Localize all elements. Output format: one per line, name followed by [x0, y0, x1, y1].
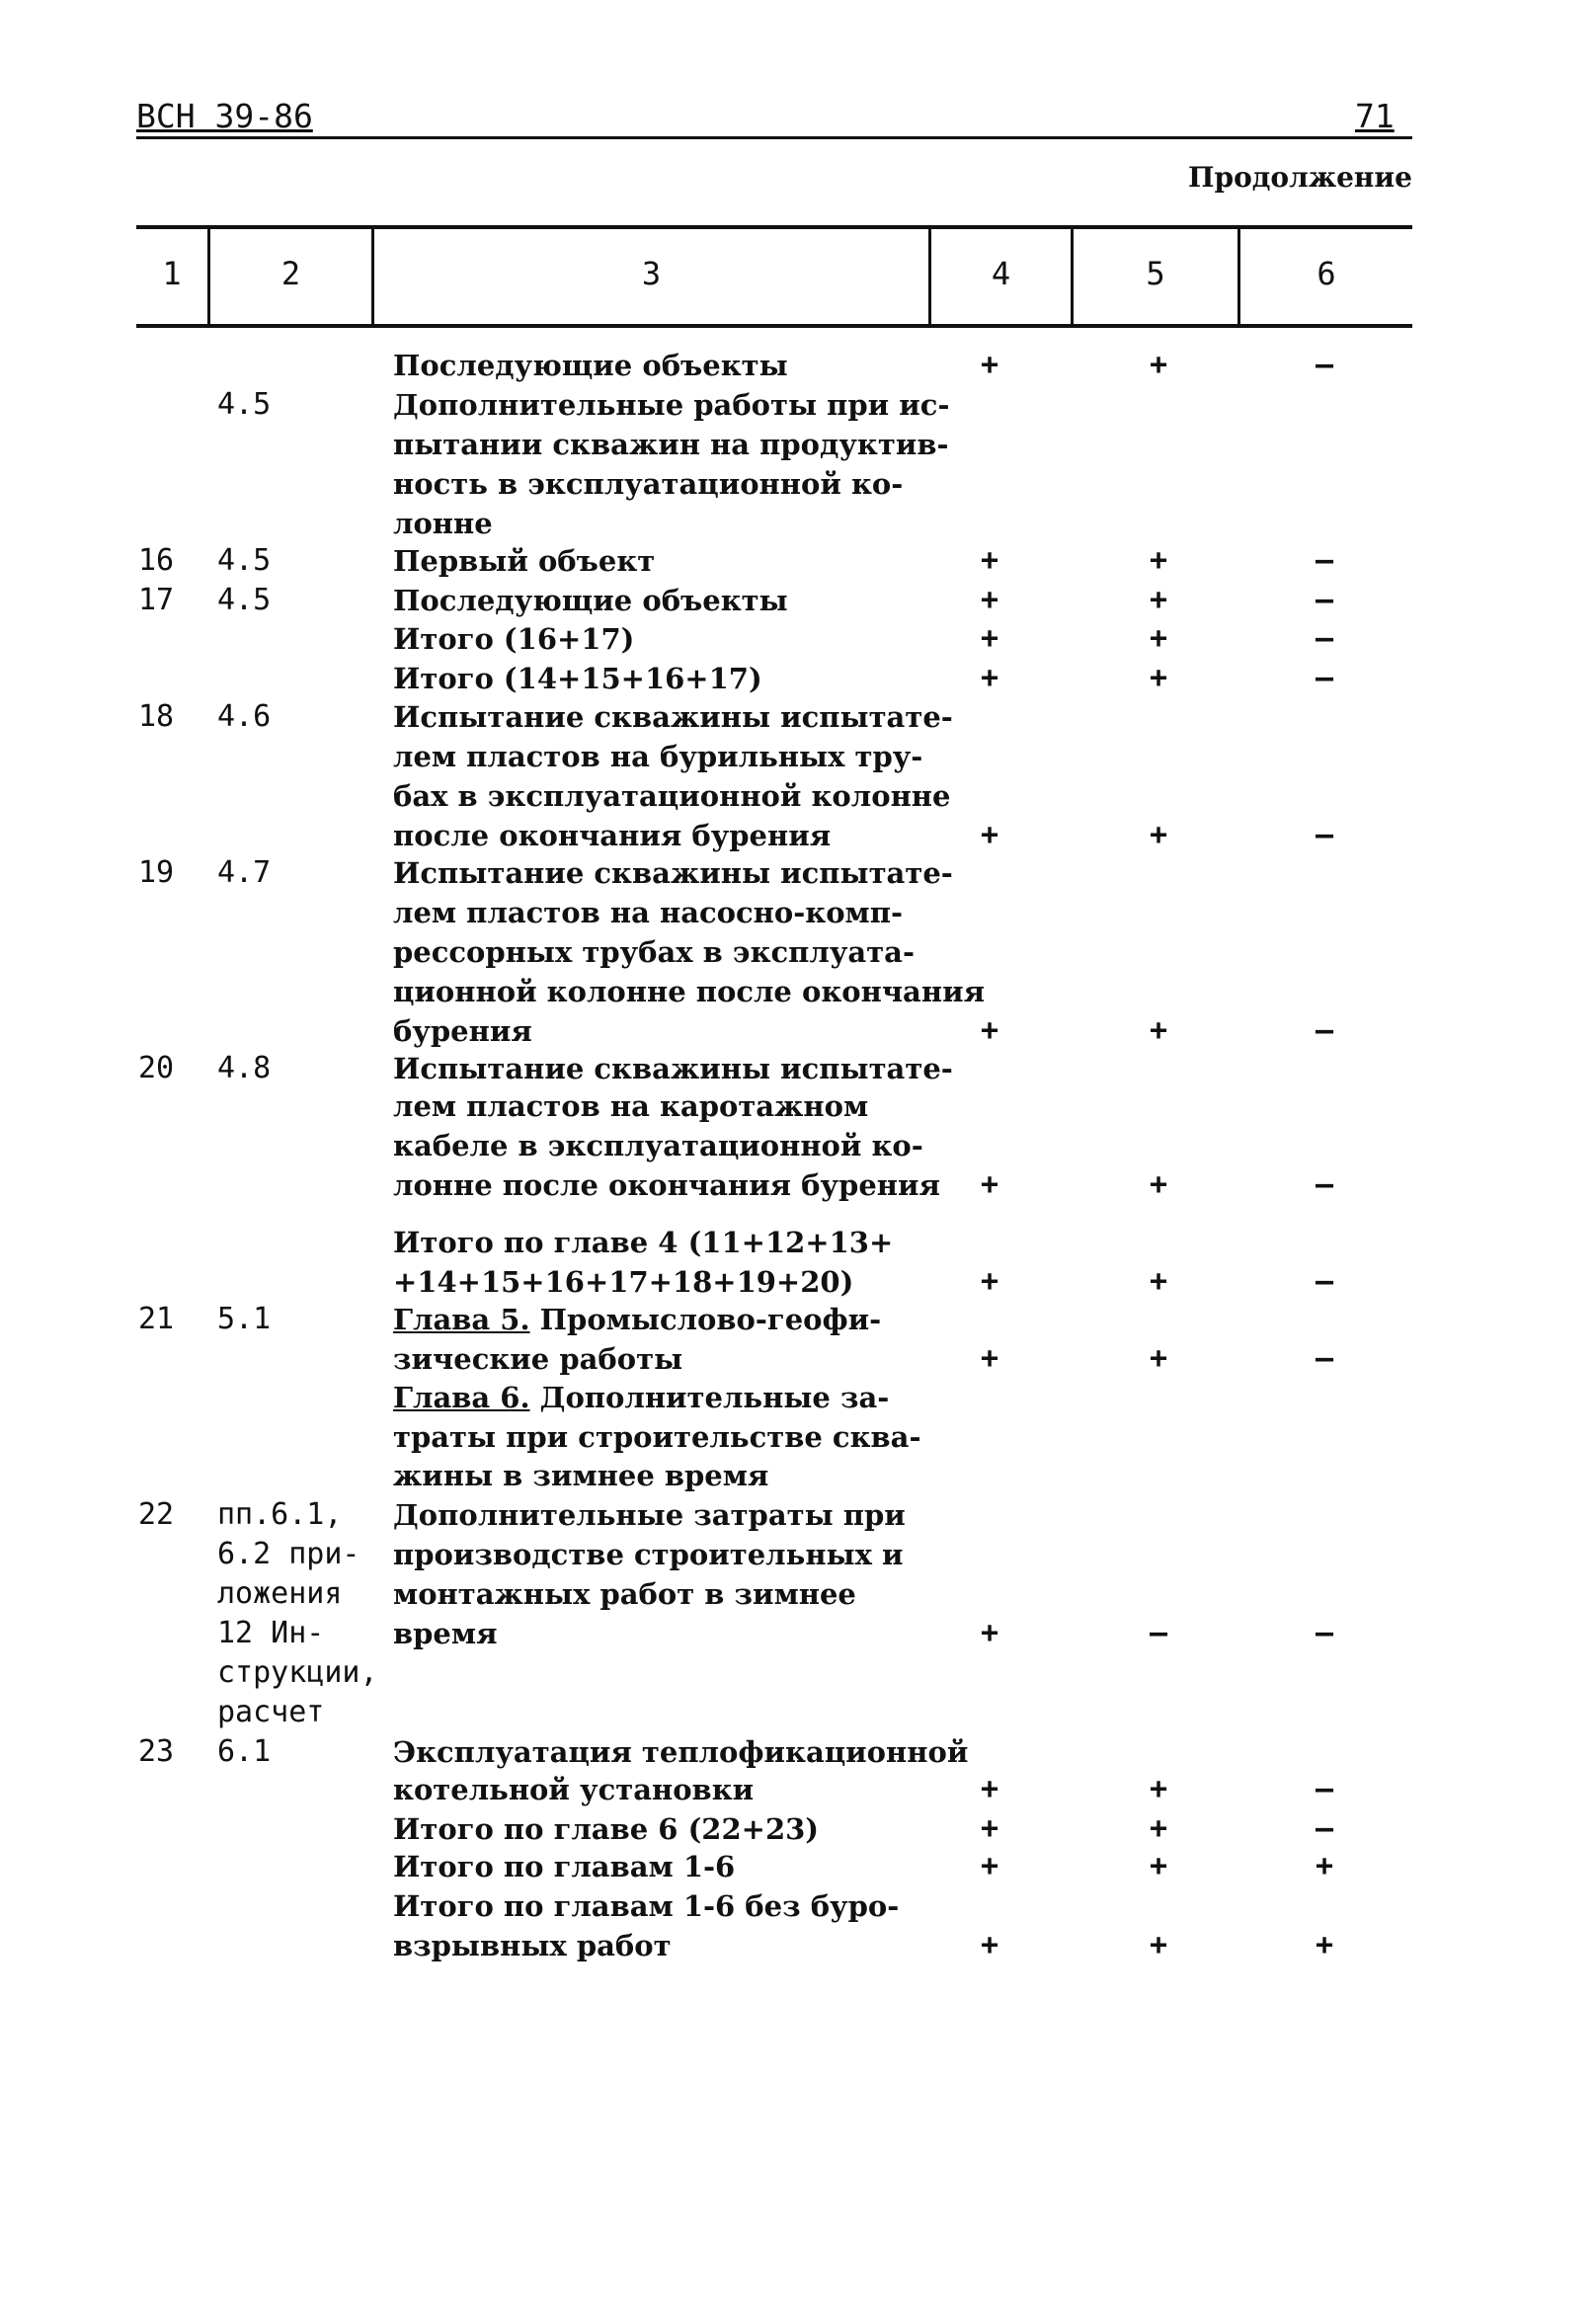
- cell-col-3: Итого по главе 4 (11+12+13+: [393, 1226, 894, 1259]
- cell-col-3: лонне: [393, 507, 493, 540]
- table-row: [0, 504, 1596, 543]
- cell-col-3: Эксплуатация теплофикационной: [393, 1735, 969, 1769]
- table-row: [0, 1165, 1596, 1205]
- cell-col-4: +: [981, 348, 999, 382]
- table-row: [0, 1732, 1596, 1772]
- cell-col-3: ность в эксплуатационной ко-: [393, 467, 904, 501]
- cell-col-3: жины в зимнее время: [393, 1459, 769, 1492]
- cell-col-6: –: [1316, 1013, 1334, 1048]
- table-row: [0, 1378, 1596, 1417]
- table-row: [0, 1847, 1596, 1886]
- cell-col-5: +: [1150, 348, 1168, 382]
- cell-col-1: 16: [138, 543, 175, 578]
- column-header-4: 4: [991, 255, 1011, 292]
- cell-col-4: +: [981, 1264, 999, 1299]
- cell-col-4: +: [981, 543, 999, 578]
- cell-col-3: Дополнительные затраты при: [393, 1498, 906, 1532]
- cell-col-6: –: [1316, 661, 1334, 695]
- cell-col-2: 4.6: [217, 699, 272, 734]
- cell-col-5: +: [1150, 543, 1168, 578]
- table-row: [0, 385, 1596, 425]
- cell-col-3: пытании скважин на продуктив-: [393, 428, 949, 461]
- cell-col-4: +: [981, 1928, 999, 1962]
- column-header-3: 3: [641, 255, 662, 292]
- cell-col-4: +: [981, 621, 999, 656]
- table-row: [0, 1339, 1596, 1379]
- cell-col-4: +: [981, 661, 999, 695]
- table-row: [0, 776, 1596, 816]
- column-header-5: 5: [1146, 255, 1165, 292]
- cell-col-4: +: [981, 1772, 999, 1806]
- cell-col-6: –: [1316, 1616, 1334, 1650]
- cell-col-3: лем пластов на каротажном: [393, 1089, 869, 1123]
- cell-col-4: +: [981, 1341, 999, 1376]
- cell-col-3: Итого по главам 1-6 без буро-: [393, 1889, 900, 1923]
- cell-col-6: –: [1316, 348, 1334, 382]
- table-row: [0, 1126, 1596, 1165]
- table-row: [0, 346, 1596, 385]
- column-header-2: 2: [280, 255, 301, 292]
- cell-col-3: траты при строительстве сква-: [393, 1420, 921, 1454]
- cell-col-2: 4.7: [217, 855, 272, 890]
- cell-col-1: 23: [138, 1734, 175, 1769]
- cell-col-2: 5.1: [217, 1302, 272, 1336]
- cell-col-5: +: [1150, 1811, 1168, 1846]
- cell-col-6: –: [1316, 583, 1334, 617]
- chapter-heading: Глава 5.: [393, 1303, 530, 1336]
- table-row: [0, 853, 1596, 893]
- cell-col-3: зические работы: [393, 1342, 683, 1376]
- cell-col-1: 18: [138, 699, 175, 734]
- cell-col-6: –: [1316, 1167, 1334, 1202]
- table-row: [0, 972, 1596, 1011]
- cell-col-3: Испытание скважины испытате-: [393, 856, 953, 890]
- table-row: [0, 697, 1596, 737]
- cell-col-4: +: [981, 818, 999, 852]
- cell-col-4: +: [981, 1167, 999, 1202]
- cell-col-3: Испытание скважины испытате-: [393, 1052, 953, 1085]
- cell-col-3: лонне после окончания бурения: [393, 1168, 940, 1202]
- table-row: [0, 541, 1596, 581]
- table-row: [0, 425, 1596, 464]
- table-row: [0, 1495, 1596, 1535]
- cell-col-2: 6.2 при-: [217, 1537, 360, 1571]
- table-row: [0, 1300, 1596, 1339]
- cell-col-3: [393, 1300, 881, 1339]
- table-row: [0, 1535, 1596, 1574]
- cell-col-3: бурения: [393, 1014, 532, 1048]
- table-row: [0, 1614, 1596, 1653]
- cell-col-4: +: [981, 1811, 999, 1846]
- cell-col-6: –: [1316, 543, 1334, 578]
- cell-col-1: 22: [138, 1497, 175, 1532]
- table-row: [0, 1049, 1596, 1088]
- table-row: [0, 1223, 1596, 1262]
- cell-col-3: +14+15+16+17+18+19+20): [393, 1265, 854, 1299]
- chapter-heading: Глава 6.: [393, 1381, 530, 1414]
- table-row: [0, 659, 1596, 698]
- cell-col-3: кабеле в эксплуатационной ко-: [393, 1129, 923, 1162]
- cell-col-2: 4.8: [217, 1051, 272, 1085]
- cell-col-2: 4.5: [217, 543, 272, 578]
- cell-col-3: лем пластов на насосно-комп-: [393, 896, 903, 929]
- cell-col-3: монтажных работ в зимнее: [393, 1577, 856, 1611]
- cell-col-3: производстве строительных и: [393, 1538, 904, 1571]
- document-code: ВСН 39-86: [136, 97, 313, 135]
- cell-col-4: +: [981, 1013, 999, 1048]
- cell-col-3: [393, 1378, 889, 1417]
- cell-col-6: –: [1316, 1811, 1334, 1846]
- cell-col-5: +: [1150, 661, 1168, 695]
- column-header-1: 1: [162, 255, 182, 292]
- cell-text: Дополнительные за-: [529, 1381, 890, 1414]
- table-row: [0, 1886, 1596, 1926]
- cell-col-1: 17: [138, 583, 175, 617]
- table-row: [0, 737, 1596, 776]
- cell-col-3: Итого (14+15+16+17): [393, 662, 762, 695]
- table-header-bottom-rule: [136, 324, 1412, 328]
- cell-col-2: 4.5: [217, 387, 272, 422]
- cell-col-1: 21: [138, 1302, 175, 1336]
- table-row: [0, 1693, 1596, 1732]
- cell-col-3: бах в эксплуатационной колонне: [393, 779, 951, 813]
- cell-col-1: 20: [138, 1051, 175, 1085]
- cell-col-6: –: [1316, 1341, 1334, 1376]
- header-rule: [136, 136, 1412, 139]
- cell-col-2: 12 Ин-: [217, 1616, 325, 1650]
- cell-col-2: 6.1: [217, 1734, 272, 1769]
- table-row: [0, 581, 1596, 620]
- cell-col-6: +: [1316, 1849, 1334, 1883]
- cell-col-4: +: [981, 1849, 999, 1883]
- cell-col-3: Испытание скважины испытате-: [393, 700, 953, 734]
- cell-col-5: +: [1150, 621, 1168, 656]
- continuation-label: Продолжение: [1188, 161, 1412, 194]
- table-row: [0, 1011, 1596, 1051]
- cell-col-3: Первый объект: [393, 544, 656, 578]
- cell-col-3: Итого по главе 6 (22+23): [393, 1812, 820, 1846]
- cell-col-5: +: [1150, 1341, 1168, 1376]
- cell-col-3: Итого по главам 1-6: [393, 1850, 736, 1883]
- cell-col-2: пп.6.1,: [217, 1497, 343, 1532]
- cell-col-6: –: [1316, 1264, 1334, 1299]
- cell-col-5: +: [1150, 583, 1168, 617]
- cell-col-2: 4.5: [217, 583, 272, 617]
- cell-col-2: расчет: [217, 1695, 325, 1729]
- cell-col-3: рессорных трубах в эксплуата-: [393, 935, 916, 969]
- table-row: [0, 1653, 1596, 1693]
- table-row: [0, 1456, 1596, 1495]
- cell-col-6: +: [1316, 1928, 1334, 1962]
- cell-col-3: Последующие объекты: [393, 349, 788, 382]
- page-number: 71: [1355, 97, 1395, 135]
- cell-col-3: лем пластов на бурильных тру-: [393, 740, 923, 773]
- cell-col-1: 19: [138, 855, 175, 890]
- cell-text: Промыслово-геофи-: [529, 1303, 882, 1336]
- table-row: [0, 1770, 1596, 1809]
- cell-col-3: ционной колонне после окончания: [393, 975, 986, 1008]
- cell-col-2: струкции,: [217, 1655, 378, 1690]
- table-top-rule: [136, 225, 1412, 229]
- cell-col-4: +: [981, 583, 999, 617]
- cell-col-6: –: [1316, 1772, 1334, 1806]
- table-row: [0, 1417, 1596, 1457]
- cell-col-6: –: [1316, 818, 1334, 852]
- cell-col-3: Последующие объекты: [393, 584, 788, 617]
- cell-col-5: +: [1150, 1928, 1168, 1962]
- cell-col-3: Итого (16+17): [393, 622, 635, 656]
- cell-col-6: –: [1316, 621, 1334, 656]
- table-row: [0, 1809, 1596, 1849]
- cell-col-3: котельной установки: [393, 1773, 755, 1806]
- cell-col-4: +: [981, 1616, 999, 1650]
- cell-col-3: время: [393, 1617, 498, 1650]
- cell-col-2: ложения: [217, 1576, 343, 1611]
- cell-col-5: +: [1150, 1013, 1168, 1048]
- cell-col-5: +: [1150, 818, 1168, 852]
- table-row: [0, 816, 1596, 855]
- cell-col-5: +: [1150, 1772, 1168, 1806]
- table-row: [0, 1086, 1596, 1126]
- cell-col-3: взрывных работ: [393, 1929, 672, 1962]
- table-row: [0, 932, 1596, 972]
- cell-col-5: –: [1150, 1616, 1168, 1650]
- cell-col-5: +: [1150, 1849, 1168, 1883]
- table-row: [0, 1926, 1596, 1965]
- cell-col-5: +: [1150, 1167, 1168, 1202]
- cell-col-3: после окончания бурения: [393, 819, 832, 852]
- cell-col-3: Дополнительные работы при ис-: [393, 388, 950, 422]
- table-row: [0, 619, 1596, 659]
- table-row: [0, 893, 1596, 932]
- table-row: [0, 1262, 1596, 1302]
- cell-col-5: +: [1150, 1264, 1168, 1299]
- column-header-6: 6: [1317, 255, 1336, 292]
- table-row: [0, 464, 1596, 504]
- table-row: [0, 1574, 1596, 1614]
